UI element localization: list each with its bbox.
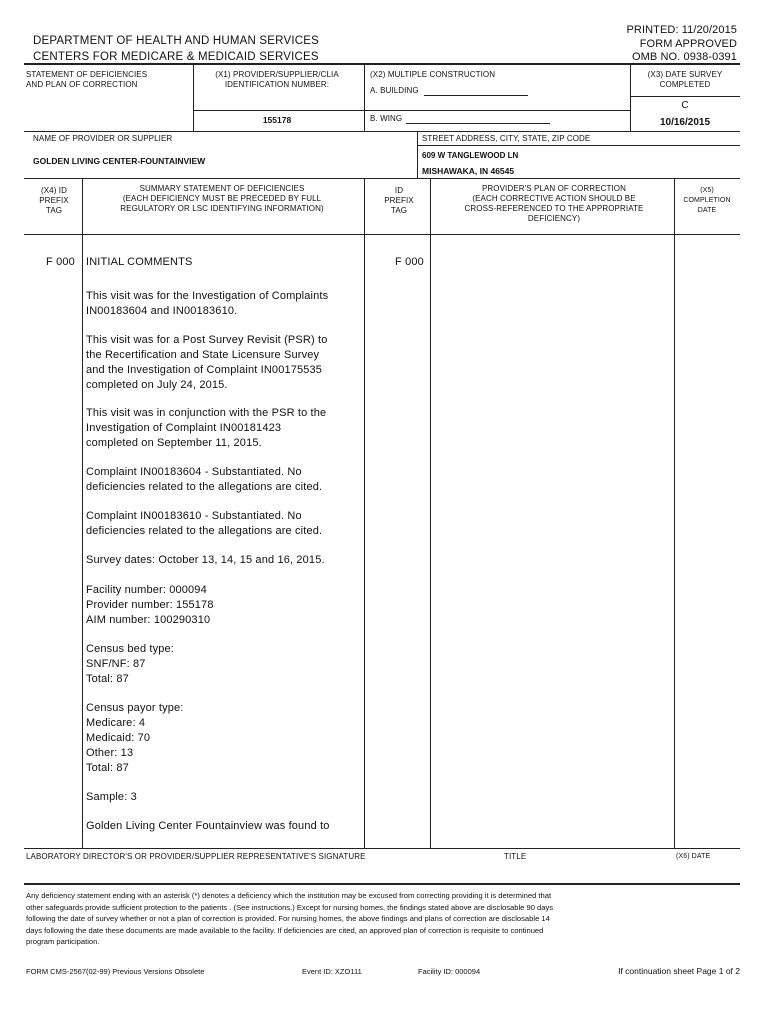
building-label: A. BUILDING xyxy=(370,86,419,95)
wing-label: B. WING xyxy=(370,114,403,123)
column-divider xyxy=(82,178,83,848)
date-survey-label: (X3) DATE SURVEY COMPLETED xyxy=(647,70,723,89)
divider xyxy=(417,145,740,146)
divider xyxy=(24,883,740,885)
omb-number: OMB NO. 0938-0391 xyxy=(631,51,737,63)
column-divider xyxy=(674,178,675,848)
divider xyxy=(24,848,740,849)
title-label: TITLE xyxy=(504,852,527,861)
comment-paragraph: Golden Living Center Fountainview was found to xyxy=(86,820,330,832)
printed-date: PRINTED: 11/20/2015 xyxy=(626,24,737,36)
tag-prefix: F 000 xyxy=(46,256,75,268)
completion-date-header: (X5) COMPLETION DATE xyxy=(683,187,731,214)
x4-prefix-header: (X4) ID PREFIX TAG xyxy=(39,186,69,215)
provider-id-label: (X1) PROVIDER/SUPPLIER/CLIA IDENTIFICATION NUMBER: xyxy=(215,70,339,89)
comment-paragraph: Census payor type: Medicare: 4 Medicaid: 70 Other: 13 Total: 87 xyxy=(86,702,184,774)
address-label: STREET ADDRESS, CITY, STATE, ZIP CODE xyxy=(422,134,591,143)
signature-label: LABORATORY DIRECTOR'S OR PROVIDER/SUPPLIER REPRESENTATIVE'S SIGNATURE xyxy=(26,852,366,861)
summary-statement-header: SUMMARY STATEMENT OF DEFICIENCIES (EACH DEFICIENCY MUST BE PRECEDED BY FULL REGULATORY OR LSC IDENTIFYING INFORMATION) xyxy=(120,184,324,213)
wing-field[interactable] xyxy=(406,123,550,124)
provider-name: GOLDEN LIVING CENTER-FOUNTAINVIEW xyxy=(33,156,206,166)
city-state-zip: MISHAWAKA, IN 46545 xyxy=(422,166,515,176)
top-table-border xyxy=(24,63,740,65)
divider xyxy=(24,178,740,179)
page-indicator: If continuation sheet Page 1 of 2 xyxy=(618,966,740,976)
divider xyxy=(417,131,418,178)
facility-id: Facility ID: 000094 xyxy=(418,967,481,976)
survey-date: 10/16/2015 xyxy=(659,117,711,128)
divider xyxy=(193,64,194,131)
tag-prefix-plan: F 000 xyxy=(395,256,424,268)
comment-paragraph: Facility number: 000094 Provider number: 155178 AIM number: 100290310 xyxy=(86,584,214,626)
divider xyxy=(364,64,365,131)
divider xyxy=(24,234,740,235)
comment-paragraph: Complaint IN00183604 - Substantiated. No deficiencies related to the allegations are cited. xyxy=(86,466,323,493)
disclaimer-text: Any deficiency statement ending with an asterisk (*) denotes a deficiency which the institution may be excused from correcting providing it is determined that other safeguards provide sufficient protection to the patients . (See instructions.) Except for nursing homes, the findings stated above are disclosable 90 days following the date of survey whether or not a plan of correction is provided. For nursing homes, the above findings and plans of correction are disclosable 14 days following the date these documents are made available to the facility. If deficiencies are cited, an approved plan of correction is requisite to continued program participation. xyxy=(26,891,554,947)
department-header xyxy=(33,33,319,65)
provider-name-label: NAME OF PROVIDER OR SUPPLIER xyxy=(33,134,173,143)
comment-paragraph: Sample: 3 xyxy=(86,791,137,803)
form-approved-label: FORM APPROVED xyxy=(639,37,737,50)
department-name: DEPARTMENT OF HEALTH AND HUMAN SERVICES xyxy=(33,35,319,47)
date-label: (X6) DATE xyxy=(676,853,711,860)
id-prefix-header: ID PREFIX TAG xyxy=(384,186,414,215)
divider xyxy=(364,110,630,111)
entry-title: INITIAL COMMENTS xyxy=(86,256,193,268)
comment-paragraph: This visit was for the Investigation of Complaints IN00183604 and IN00183610. xyxy=(86,290,329,317)
comment-paragraph: Census bed type: SNF/NF: 87 Total: 87 xyxy=(86,643,175,685)
comment-paragraph: This visit was in conjunction with the PSR to the Investigation of Complaint IN00181423 completed on September 11, 2015. xyxy=(86,407,327,449)
form-approval-block xyxy=(626,24,737,65)
agency-name: CENTERS FOR MEDICARE & MEDICAID SERVICES xyxy=(33,51,319,63)
form-number: FORM CMS-2567(02-99) Previous Versions Obsolete xyxy=(26,967,205,976)
comment-paragraph: Survey dates: October 13, 14, 15 and 16, 2015. xyxy=(86,554,325,566)
divider xyxy=(630,64,631,131)
comment-paragraph: This visit was for a Post Survey Revisit (PSR) to the Recertification and State Licensure Survey and the Investigation of Complaint IN00175535 completed on July 24, 2015. xyxy=(86,334,328,391)
divider xyxy=(193,110,364,111)
statement-label: STATEMENT OF DEFICIENCIES AND PLAN OF CORRECTION xyxy=(26,70,148,89)
divider xyxy=(24,131,740,132)
street-address: 609 W TANGLEWOOD LN xyxy=(422,151,519,160)
column-divider xyxy=(430,178,431,848)
divider xyxy=(630,96,740,97)
column-divider xyxy=(364,178,365,848)
building-field[interactable] xyxy=(424,95,528,96)
provider-id-value: 155178 xyxy=(262,115,292,125)
survey-code: C xyxy=(681,100,689,111)
event-id: Event ID: XZO111 xyxy=(302,967,362,976)
multiple-construction-label: (X2) MULTIPLE CONSTRUCTION xyxy=(370,70,496,79)
plan-of-correction-header: PROVIDER'S PLAN OF CORRECTION (EACH CORRECTIVE ACTION SHOULD BE CROSS-REFERENCED TO THE APPROPRIATE DEFICIENCY) xyxy=(464,184,644,223)
comment-paragraph: Complaint IN00183610 - Substantiated. No deficiencies related to the allegations are cited. xyxy=(86,510,323,537)
